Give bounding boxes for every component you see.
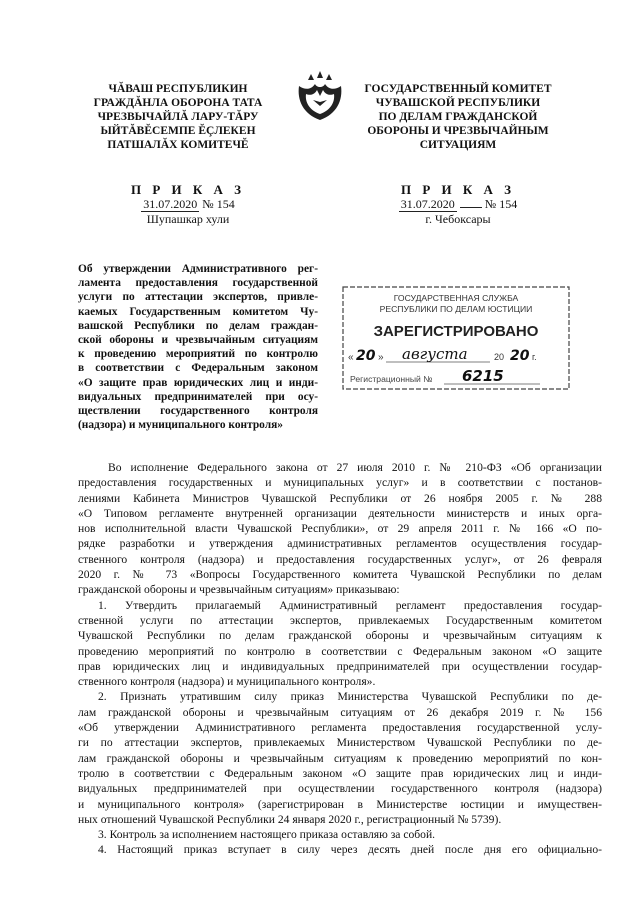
- header-right-line: ПО ДЕЛАМ ГРАЖДАНСКОЙ: [378, 111, 538, 123]
- order-body: [78, 460, 602, 858]
- body-line: лам гражданской обороны и чрезвычайным ситуациям к проведению мероприятий по кон-: [78, 751, 602, 765]
- order-subject: [78, 262, 318, 432]
- body-line: «Об утверждении Административного регламента предоставления государственной услу-: [78, 721, 602, 735]
- header-left: [78, 82, 278, 152]
- header-left-line: ГРАЖДĂНЛА ОБОРОНА ТАТА: [93, 97, 263, 109]
- stamp-line2: РЕСПУБЛИКИ ПО ДЕЛАМ ЮСТИЦИИ: [379, 304, 533, 314]
- body-line: ных отношений Чувашской Республики 24 января 2020 г., регистрационный № 5739).: [78, 812, 502, 826]
- stamp-year: 20: [510, 348, 530, 364]
- body-line: предоставления государственных и муниципальных услуг» и в соответствии с постанов-: [78, 476, 602, 490]
- stamp-year-prefix: 20: [494, 352, 505, 362]
- subject-line: Об утверждении Административного рег-: [78, 263, 318, 275]
- subject-line: каемых Государственным комитетом Чу-: [78, 305, 318, 318]
- order-date-number: [108, 197, 268, 212]
- order-number: № 154: [202, 197, 235, 211]
- coat-of-arms-emblem: [293, 70, 347, 122]
- order-place: г. Чебоксары: [425, 212, 491, 226]
- order-title: П Р И К А З: [130, 182, 246, 197]
- header-left-line: ЧРЕЗВЫЧАЙЛĂ ЛАРУ-ТĂРУ: [97, 111, 259, 123]
- stamp-month: августа: [402, 345, 468, 363]
- stamp-year-suffix: г.: [532, 352, 537, 362]
- order-date: 31.07.2020: [400, 197, 455, 211]
- body-line: Чувашской Республики по делам гражданской обороны и чрезвычайным ситуациям к: [78, 629, 602, 643]
- header-right-line: ОБОРОНЫ И ЧРЕЗВЫЧАЙНЫМ: [367, 125, 549, 137]
- subject-line: услуги по аттестации экспертов, привле-: [78, 291, 318, 304]
- header-left-line: ПАТШАЛĂХ КОМИТЕЧĔ: [107, 139, 249, 151]
- body-line: «О Типовом регламенте внутренней организации деятельности министерств и иных орга-: [78, 506, 602, 520]
- body-line: ги по аттестации экспертов, привлекаемых Министерством Чувашской Республики по де-: [78, 736, 602, 750]
- subject-line: ской обороны и чрезвычайным ситуациям: [78, 334, 318, 347]
- stamp-registered: ЗАРЕГИСТРИРОВАНО: [373, 323, 539, 340]
- header-right: [348, 82, 568, 152]
- svg-text:«: «: [348, 352, 354, 363]
- header-right-line: ЧУВАШСКОЙ РЕСПУБЛИКИ: [375, 97, 541, 109]
- body-line: проведению мероприятий по контролю в соответствии с Федеральным законом «О защите: [78, 644, 602, 658]
- subject-line: «О защите прав юридических лиц и инди-: [78, 376, 318, 389]
- body-line: ственного контроля (надзора) и муниципального контроля».: [78, 675, 376, 689]
- body-line: рядке разработки и утверждения административных регламентов осуществления государ-: [78, 537, 602, 551]
- order-number: № 154: [484, 197, 518, 211]
- body-line: 2020 г. № 73 «Вопросы Государственного комитета Чувашской Республики по делам: [78, 568, 602, 582]
- subject-line: к проведению мероприятий по контролю: [78, 348, 318, 361]
- body-line: прав юридических лиц и индивидуальных предпринимателей при осуществлении государ-: [78, 659, 602, 673]
- body-line: 1. Утвердить прилагаемый Административный регламент предоставления государ-: [98, 598, 602, 612]
- body-line: лениями Кабинета Министров Чувашской Республики от 26 ноября 2005 г. № 288: [78, 491, 602, 505]
- body-line: ственной услуги по аттестации экспертов, привлекаемых Государственным комитетом: [78, 613, 602, 627]
- order-date-number: [378, 197, 538, 212]
- header-right-line: ГОСУДАРСТВЕННЫЙ КОМИТЕТ: [364, 83, 552, 95]
- order-date: 31.07.2020: [143, 197, 198, 211]
- stamp-reg-number: 6215: [462, 367, 504, 385]
- subject-line: ществлении государственного контроля: [78, 405, 318, 418]
- order-block-left: [108, 182, 268, 227]
- body-line: 4. Настоящий приказ вступает в силу через десять дней после дня его официально-: [98, 843, 602, 857]
- header-left-line: ЧĂВАШ РЕСПУБЛИКИН: [108, 83, 248, 95]
- subject-line: видуальных предпринимателей при осу-: [78, 390, 318, 403]
- order-block-right: [378, 182, 538, 227]
- subject-line: (надзора) и муниципального контроля»: [78, 419, 283, 432]
- order-title: П Р И К А З: [400, 182, 516, 197]
- body-line: нов исполнительной власти Чувашской Республики», от 29 апреля 2011 г. № 166 «О по-: [78, 522, 602, 536]
- body-line: гражданской обороны и чрезвычайным ситуациям» приказываю:: [78, 583, 400, 597]
- header-left-line: ЫЙТĂВĔСЕМПЕ ĔÇЛЕКЕН: [100, 125, 256, 137]
- order-place: Шупашкар хули: [146, 212, 230, 226]
- body-line: ственного контроля (надзора) и предоставления государственных услуг», от 26 февраля: [78, 552, 602, 566]
- body-line: 2. Признать утратившим силу приказ Министерства Чувашской Республики по де-: [98, 690, 602, 704]
- subject-line: ламента предоставления государственной: [78, 277, 318, 290]
- stamp-day: 20: [356, 348, 376, 364]
- subject-line: вашской Республики по делам граждан-: [78, 319, 318, 332]
- svg-text:»: »: [378, 352, 384, 363]
- subject-line: в соответствии с Федеральным законом: [78, 362, 318, 375]
- body-line: Во исполнение Федерального закона от 27 июля 2010 г. № 210-ФЗ «Об организации: [108, 461, 602, 474]
- header-right-line: СИТУАЦИЯМ: [419, 139, 497, 151]
- body-line: 3. Контроль за исполнением настоящего приказа оставляю за собой.: [98, 828, 436, 842]
- body-line: тролю в соответствии с Федеральным законом «О защите прав юридических лиц и инди-: [78, 766, 602, 780]
- body-line: и муниципального контроля» (зарегистрирован в Министерстве юстиции и имуществен-: [78, 797, 602, 811]
- body-line: лам гражданской обороны и чрезвычайным ситуациям от 26 декабря 2019 г. № 156: [78, 705, 602, 719]
- body-line: видуальных предпринимателей при осуществлении государственного контроля (надзора): [78, 782, 602, 796]
- registration-stamp: [340, 284, 572, 392]
- stamp-reg-label: Регистрационный №: [350, 374, 433, 384]
- stamp-line1: ГОСУДАРСТВЕННАЯ СЛУЖБА: [393, 293, 519, 303]
